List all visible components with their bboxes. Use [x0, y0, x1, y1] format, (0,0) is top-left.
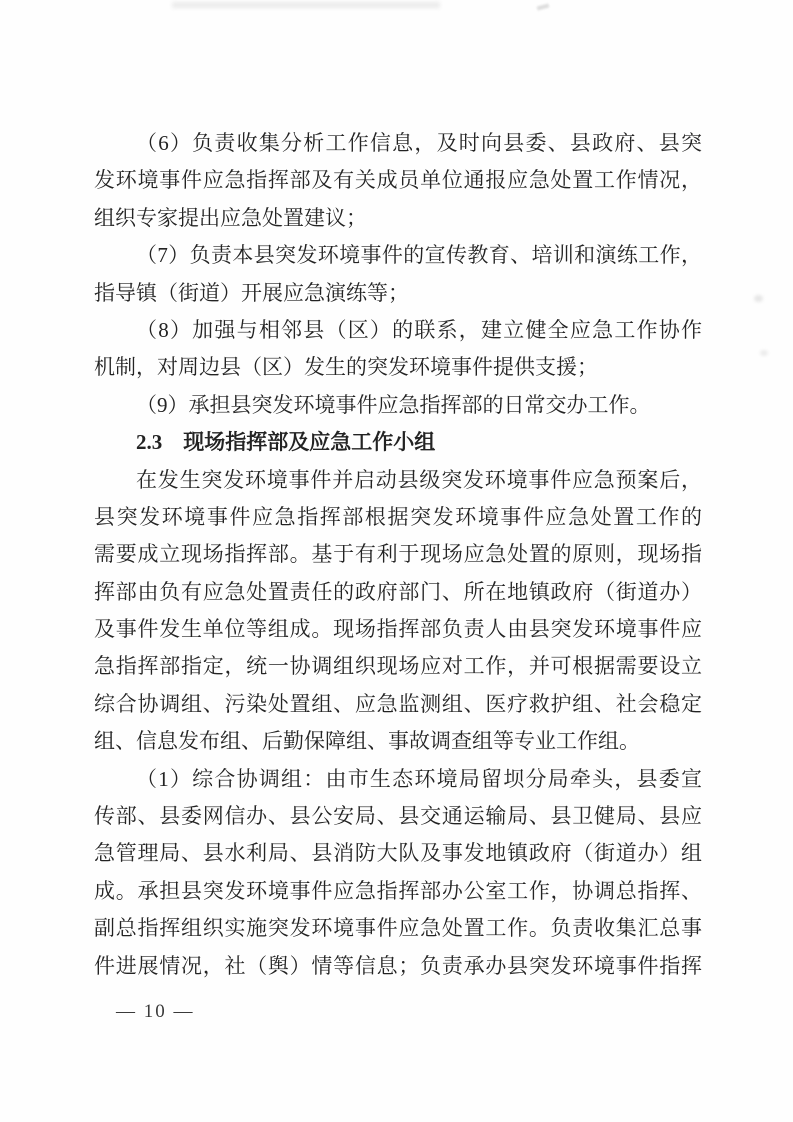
text-line: 指导镇（街道）开展应急演练等；	[94, 280, 409, 305]
scan-speck	[754, 295, 763, 302]
text-line: 挥部由负有应急处置责任的政府部门、所在地镇政府（街道办）	[94, 579, 702, 604]
text-line: 综合协调组、污染处置组、应急监测组、医疗救护组、社会稳定	[94, 691, 702, 716]
text-line: （9）承担县突发环境事件应急指挥部的日常交办工作。	[136, 392, 651, 417]
scan-speck	[760, 350, 768, 356]
section-heading: 2.3 现场指挥部及应急工作小组	[136, 430, 436, 455]
scan-mark	[537, 4, 550, 11]
text-line: 在发生突发环境事件并启动县级突发环境事件应急预案后，	[136, 467, 702, 492]
text-line: 传部、县委网信办、县公安局、县交通运输局、县卫健局、县应	[94, 804, 702, 829]
text-line: 组织专家提出应急处置建议；	[94, 205, 367, 230]
text-line: 及事件发生单位等组成。现场指挥部负责人由县突发环境事件应	[94, 617, 702, 642]
text-line: （1）综合协调组：由市生态环境局留坝分局牵头，县委宣	[136, 766, 702, 791]
text-line: 机制，对周边县（区）发生的突发环境事件提供支援；	[94, 355, 598, 380]
document-lines	[94, 125, 702, 985]
text-line: 县突发环境事件应急指挥部根据突发环境事件应急处置工作的	[94, 504, 702, 529]
page-number: — 10 —	[116, 1001, 195, 1022]
text-line: 需要成立现场指挥部。基于有利于现场应急处置的原则，现场指	[94, 542, 702, 567]
text-line: 件进展情况，社（舆）情等信息；负责承办县突发环境事件指挥	[94, 953, 702, 978]
text-line: 组、信息发布组、后勤保障组、事故调查组等专业工作组。	[94, 729, 640, 754]
text-line: 副总指挥组织实施突发环境事件应急处置工作。负责收集汇总事	[94, 916, 702, 941]
text-line: 急指挥部指定，统一协调组织现场应对工作，并可根据需要设立	[94, 654, 702, 679]
text-line: 急管理局、县水利局、县消防大队及事发地镇政府（街道办）组	[94, 841, 702, 866]
text-line: （7）负责本县突发环境事件的宣传教育、培训和演练工作，	[136, 243, 702, 268]
text-line: 成。承担县突发环境事件应急指挥部办公室工作，协调总指挥、	[94, 878, 702, 903]
text-line: 发环境事件应急指挥部及有关成员单位通报应急处置工作情况，	[94, 168, 702, 193]
text-line: （8）加强与相邻县（区）的联系，建立健全应急工作协作	[136, 317, 702, 342]
scan-smudge	[172, 2, 440, 8]
text-line: （6）负责收集分析工作信息，及时向县委、县政府、县突	[136, 131, 702, 155]
